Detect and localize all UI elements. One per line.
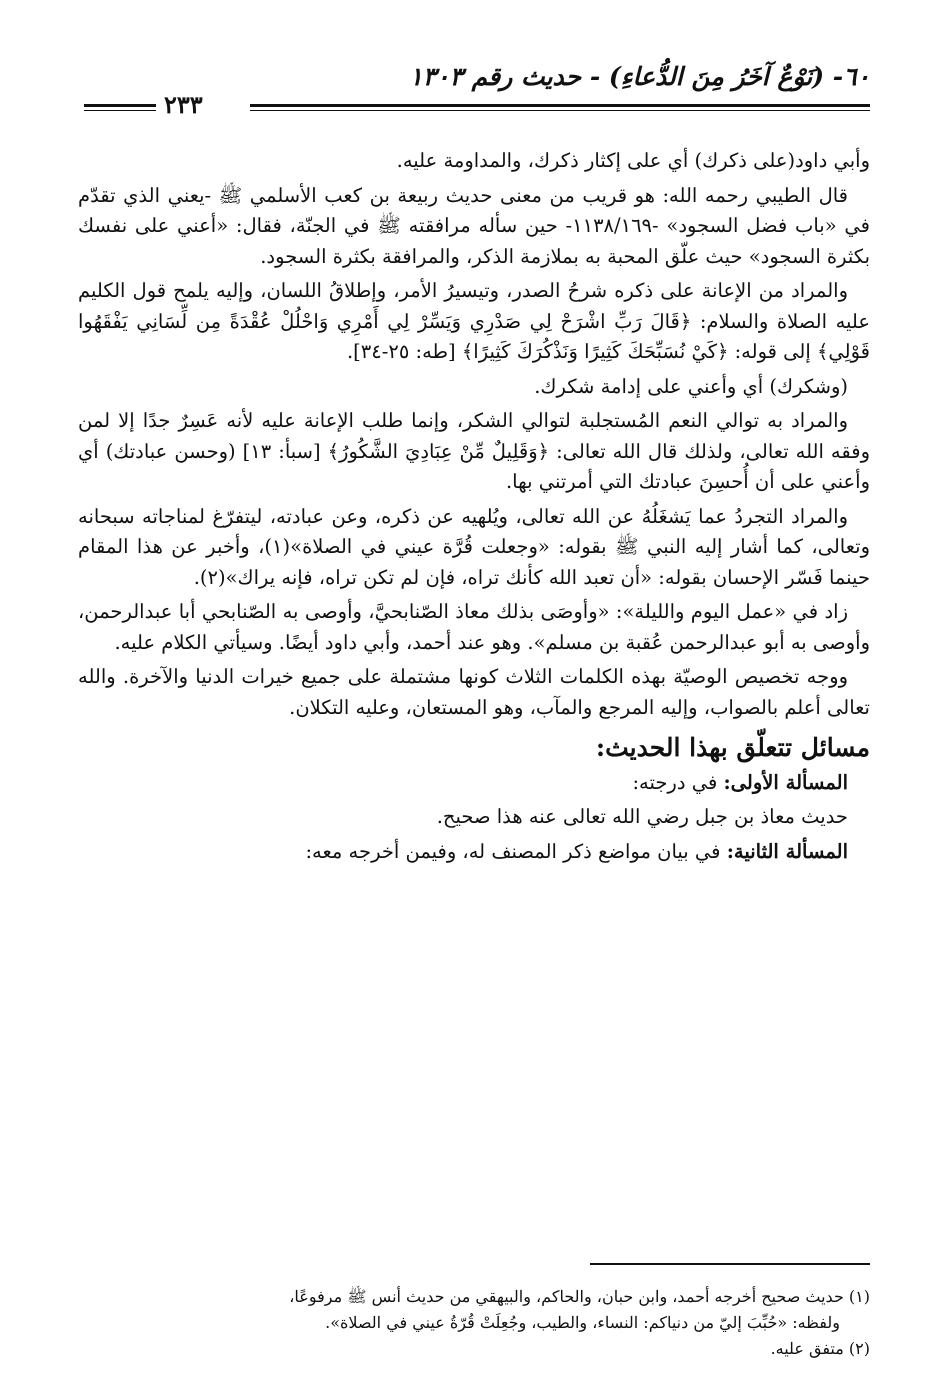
body-text bbox=[78, 146, 870, 871]
paragraph: زاد في «عمل اليوم والليلة»: «وأوصَى بذلك معاذ الصّنابحيَّ، وأوصى به الصّنابحي أبا عبدالرحمن، وأوصى به أبو عبدالرحمن عُقبة بن مسلم». وهو عند أحمد، وأبي داود أيضًا. وسيأتي الكلام عليه. bbox=[78, 600, 870, 654]
paragraph: والمراد به توالي النعم المُستجلبة لتوالي الشكر، وإنما طلب الإعانة عليه لأنه عَسِرٌ جدًا إلا لمن وفقه الله تعالى، ولذلك قال الله تعالى: ﴿وَقَلِيلٌ مِّنْ عِبَادِيَ الشَّكُورُ﴾ [سبأ: ١٣] (وحسن عبادتك) أي وأعني على أن أُحسِنَ عبادتك التي أمرتني بها. bbox=[78, 409, 870, 493]
issue-2-text: في بيان مواضع ذكر المصنف له، وفيمن أخرجه معه: bbox=[305, 839, 721, 863]
header-rule-short bbox=[84, 104, 156, 111]
section-heading: مسائل تتعلّق بهذا الحديث: bbox=[595, 733, 870, 762]
paragraph: قال الطيبي رحمه الله: هو قريب من معنى حديث ربيعة بن كعب الأسلمي ﷺ -يعني الذي تقدّم في «باب فضل السجود» -١١٣٨/١٦٩- حين سأله مرافقته ﷺ في الجنّة، فقال: «أعني على نفسك بكثرة السجود» حيث علّق المحبة به بملازمة الذكر، والمرافقة بكثرة السجود. bbox=[78, 183, 870, 268]
issue-2-label: المسألة الثانية: bbox=[726, 839, 848, 863]
issue-1-label: المسألة الأولى: bbox=[723, 770, 848, 794]
chapter-title: ٦٠- (نَوْعٌ آخَرُ مِنَ الدُّعاءِ) - حديث رقم ١٣٠٣ bbox=[409, 62, 870, 91]
paragraph: وأبي داود(على ذكرك) أي على إكثار ذكرك، والمداومة عليه. bbox=[396, 149, 870, 172]
page-number: ٢٣٣ bbox=[164, 90, 203, 119]
page bbox=[78, 58, 871, 1358]
paragraph: ووجه تخصيص الوصيّة بهذه الكلمات الثلاث كونها مشتملة على جميع خيرات الدنيا والآخرة. والله تعالى أعلم بالصواب، وإليه المرجع والمآب، وهو المستعان، وعليه التكلان. bbox=[78, 665, 870, 719]
page-header bbox=[78, 58, 870, 122]
paragraph: والمراد التجردُ عما يَشغَلُهُ عن الله تعالى، ويُلهيه عن ذكره، وعن عبادته، ليتفرّغ لمناجاته سبحانه وتعالى، كما أشار إليه النبي ﷺ بقوله: «وجعلت قُرَّة عيني في الصلاة»(١)، وأخبر عن هذا المقام حينما فَسّر الإحسان بقوله: «أن تعبد الله كأنك تراه، فإن لم تكن تراه، فإنه يراك»(٢). bbox=[78, 504, 871, 589]
paragraph: (وشكرك) أي وأعني على إدامة شكرك. bbox=[534, 374, 848, 398]
issue-1 bbox=[78, 768, 870, 799]
footnote-1-continued: ولفظه: «حُبِّبَ إليّ من دنياكم: النساء، والطيب، وجُعِلَتْ قُرّةُ عيني في الصلاة». bbox=[325, 1313, 840, 1332]
paragraph: والمراد من الإعانة على ذكره شرحُ الصدر، وتيسيرُ الأمر، وإطلاقُ اللسان، وإليه يلمح قول الكليم عليه الصلاة والسلام: ﴿قَالَ رَبِّ اشْرَحْ لِي صَدْرِي وَيَسِّرْ لِي أَمْرِي وَاحْلُلْ عُقْدَةً مِن لِّسَانِي يَفْقَهُوا قَوْلِي﴾ إلى قوله: ﴿كَيْ نُسَبِّحَكَ كَثِيرًا وَنَذْكُرَكَ كَثِيرًا﴾ [طه: ٢٥-٣٤]. bbox=[78, 279, 870, 363]
footnote-2: (٢) متفق عليه. bbox=[770, 1339, 870, 1358]
footnote-1: (١) حديث صحيح أخرجه أحمد، وابن حبان، والحاكم، والبيهقي من حديث أنس ﷺ مرفوعًا، bbox=[289, 1287, 870, 1306]
header-rule bbox=[250, 104, 870, 111]
issue-1-text: في درجته: bbox=[632, 770, 718, 794]
footnotes bbox=[78, 1284, 870, 1362]
footnote-rule bbox=[590, 1263, 870, 1265]
issue-2 bbox=[78, 837, 870, 868]
issue-1-body: حديث معاذ بن جبل رضي الله تعالى عنه هذا صحيح. bbox=[436, 805, 848, 828]
